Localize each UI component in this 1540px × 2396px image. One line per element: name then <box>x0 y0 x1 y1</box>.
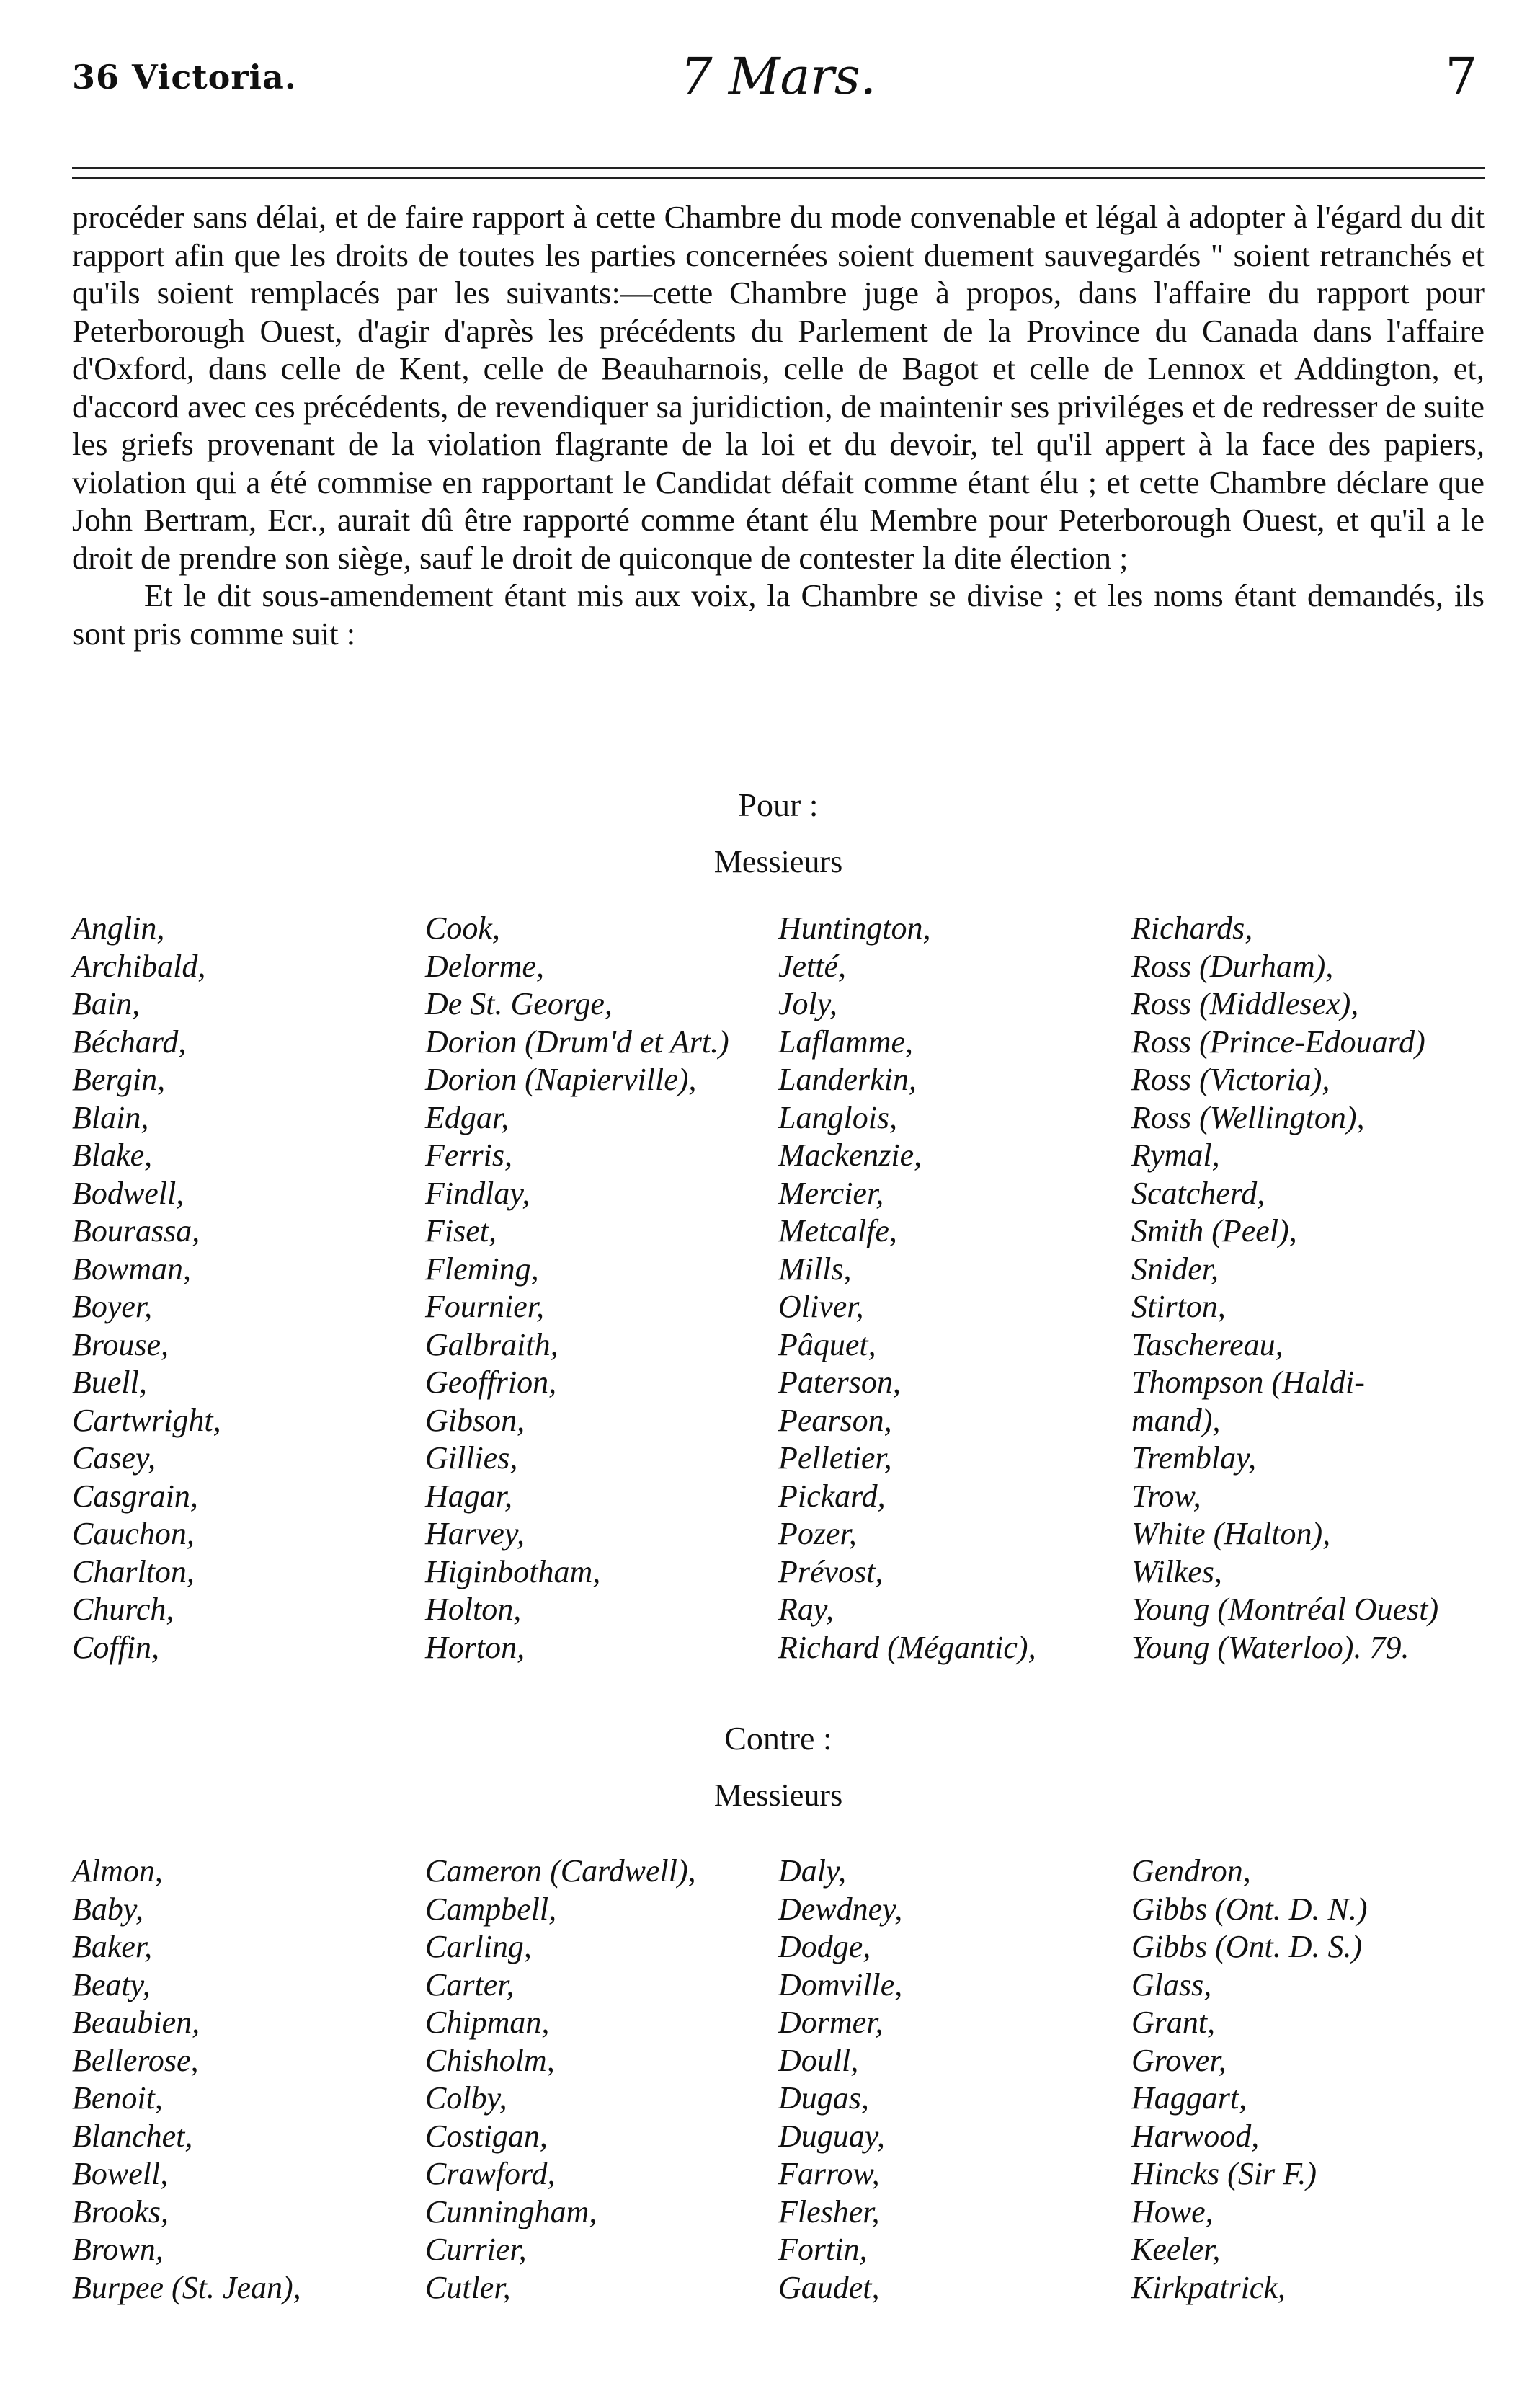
member-name: Buell, <box>72 1365 147 1400</box>
member-name: Burpee (St. Jean), <box>72 2269 301 2305</box>
member-name: White (Halton), <box>1131 1516 1331 1551</box>
member-name: Carling, <box>425 1929 532 1964</box>
pour-heading: Pour : <box>738 786 819 823</box>
member-name: Pearson, <box>778 1402 892 1438</box>
paragraph-motion: procéder sans délai, et de faire rapport à cette Chambre du mode convenable et légal à adopter à l'égard du dit rapport afin que les droits de toutes les parties concernées soient duement sauvegardés " soient retranchés et qu'ils soient remplacés par les suivants:—cette Chambre juge à propos, dans l'affaire du rapport pour Peterborough Ouest, d'agir d'après les précédents du Parlement de la Province du Canada dans l'affaire d'Oxford, dans celle de Kent, celle de Beauharnois, celle de Bagot et celle de Lennox et Addington, et, d'accord avec ces précédents, de revendiquer sa juridiction, de maintenir ses priviléges et de redresser de suite les griefs provenant de la violation flagrante de la loi et du devoir, tel qu'il appert à la face des papiers, violation qui a été commise en rapportant le Candidat défait comme étant élu ; et cette Chambre déclare que John Bertram, Ecr., aurait dû être rapporté comme étant élu Membre pour Peterborough Ouest, et qu'il a le droit de prendre son siège, sauf le droit de quiconque de contester la dite élection ; <box>72 199 1485 576</box>
member-name: Gibbs (Ont. D. S.) <box>1131 1929 1363 1964</box>
paragraph-division: Et le dit sous-amendement étant mis aux voix, la Chambre se divise ; et les noms étant demandés, ils sont pris comme suit : <box>72 577 1485 652</box>
member-name: Snider, <box>1131 1251 1219 1287</box>
main-text <box>72 198 1485 652</box>
member-name: Doull, <box>778 2042 859 2078</box>
member-name: Harvey, <box>425 1516 525 1551</box>
member-name: Baker, <box>72 1929 153 1964</box>
header-session: 36 Victoria. <box>72 58 297 97</box>
member-name: mand), <box>1131 1402 1221 1438</box>
member-name: Gendron, <box>1131 1853 1251 1889</box>
member-name: Béchard, <box>72 1024 187 1060</box>
member-name: Bowman, <box>72 1251 191 1287</box>
member-name: Rymal, <box>1131 1137 1220 1173</box>
page-header <box>72 36 1485 115</box>
member-name: Holton, <box>425 1592 522 1627</box>
member-name: Cartwright, <box>72 1402 221 1438</box>
member-name: Fleming, <box>425 1251 539 1287</box>
member-name: Higinbotham, <box>425 1553 601 1589</box>
member-name: Campbell, <box>425 1891 557 1927</box>
member-name: Galbraith, <box>425 1326 558 1362</box>
member-name: Benoit, <box>72 2080 163 2116</box>
member-name: Coffin, <box>72 1629 160 1665</box>
member-name: Cameron (Cardwell), <box>425 1853 696 1889</box>
member-name: Cutler, <box>425 2269 511 2305</box>
member-name: Blanchet, <box>72 2118 193 2154</box>
member-name: Hagar, <box>425 1478 513 1514</box>
member-name: Horton, <box>425 1629 525 1665</box>
member-name: Casey, <box>72 1440 156 1476</box>
member-name: Blain, <box>72 1099 149 1135</box>
member-name: Ross (Durham), <box>1131 948 1334 984</box>
member-name: Langlois, <box>778 1099 898 1135</box>
contre-heading: Contre : <box>724 1720 832 1757</box>
member-name: Boyer, <box>72 1289 153 1324</box>
member-name: Carter, <box>425 1966 515 2002</box>
member-name: Prévost, <box>778 1553 884 1589</box>
member-name: Fiset, <box>425 1213 497 1248</box>
contre-subheading: Messieurs <box>713 1778 843 1813</box>
member-name: Pâquet, <box>778 1326 876 1362</box>
member-name: Dodge, <box>778 1929 871 1964</box>
member-name: Findlay, <box>425 1175 530 1211</box>
pour-column <box>72 910 425 1667</box>
member-name: Domville, <box>778 1966 903 2002</box>
header-rule-bottom <box>72 177 1485 179</box>
member-name: Stirton, <box>1131 1289 1226 1324</box>
member-name: Grover, <box>1131 2042 1227 2078</box>
member-name: Gibson, <box>425 1402 525 1438</box>
member-name: Brooks, <box>72 2193 169 2229</box>
member-name: Cunningham, <box>425 2193 597 2229</box>
member-name: Crawford, <box>425 2156 556 2191</box>
member-name: Dugas, <box>778 2080 869 2116</box>
member-name: Tremblay, <box>1131 1440 1257 1476</box>
member-name: Church, <box>72 1592 174 1627</box>
member-name: Bourassa, <box>72 1213 200 1248</box>
member-name: Bergin, <box>72 1062 166 1097</box>
member-name: Dormer, <box>778 2005 884 2040</box>
contre-column <box>778 1853 1131 2307</box>
member-name: Smith (Peel), <box>1131 1213 1297 1248</box>
member-name: Hincks (Sir F.) <box>1131 2156 1317 2191</box>
member-name: Gillies, <box>425 1440 518 1476</box>
member-name: Richard (Mégantic), <box>778 1629 1036 1665</box>
member-name: Delorme, <box>425 948 544 984</box>
member-name: Daly, <box>778 1853 847 1889</box>
member-name: Metcalfe, <box>778 1213 897 1248</box>
member-name: Mercier, <box>778 1175 884 1211</box>
member-name: Blake, <box>72 1137 153 1173</box>
member-name: Farrow, <box>778 2156 880 2191</box>
member-name: Fournier, <box>425 1289 544 1324</box>
member-name: Thompson (Haldi- <box>1131 1365 1365 1400</box>
member-name: Fortin, <box>778 2232 868 2267</box>
contre-names-list <box>72 1853 1485 2307</box>
member-name: Oliver, <box>778 1289 864 1324</box>
member-name: Chipman, <box>425 2005 550 2040</box>
member-name: Mills, <box>778 1251 852 1287</box>
pour-column <box>778 910 1131 1667</box>
member-name: Cauchon, <box>72 1516 195 1551</box>
member-name: Ross (Middlesex), <box>1131 986 1359 1021</box>
member-name: Ross (Prince-Edouard) <box>1131 1024 1425 1060</box>
member-name: Richards, <box>1131 910 1253 946</box>
member-name: Bellerose, <box>72 2042 199 2078</box>
member-name: Landerkin, <box>778 1062 917 1097</box>
member-name: Gibbs (Ont. D. N.) <box>1131 1891 1368 1927</box>
member-name: Gaudet, <box>778 2269 880 2305</box>
member-name: De St. George, <box>425 986 613 1021</box>
member-name: Baby, <box>72 1891 143 1927</box>
pour-column <box>425 910 778 1667</box>
member-name: Young (Waterloo). 79. <box>1131 1629 1410 1665</box>
member-name: Ray, <box>778 1592 834 1627</box>
member-name: Charlton, <box>72 1553 195 1589</box>
contre-column <box>72 1853 425 2307</box>
member-name: Bain, <box>72 986 141 1021</box>
member-name: Keeler, <box>1131 2232 1221 2267</box>
header-date: 7 Mars. <box>680 47 876 106</box>
member-name: Taschereau, <box>1131 1326 1283 1362</box>
member-name: Jetté, <box>778 948 847 984</box>
member-name: Flesher, <box>778 2193 880 2229</box>
member-name: Bodwell, <box>72 1175 184 1211</box>
member-name: Casgrain, <box>72 1478 198 1514</box>
member-name: Beaty, <box>72 1966 151 2002</box>
member-name: Trow, <box>1131 1478 1201 1514</box>
member-name: Howe, <box>1131 2193 1214 2229</box>
member-name: Bowell, <box>72 2156 169 2191</box>
member-name: Wilkes, <box>1131 1553 1222 1589</box>
member-name: Duguay, <box>778 2118 885 2154</box>
member-name: Ferris, <box>425 1137 512 1173</box>
member-name: Archibald, <box>72 948 206 984</box>
member-name: Pelletier, <box>778 1440 892 1476</box>
member-name: Brouse, <box>72 1326 169 1362</box>
member-name: Dorion (Napierville), <box>425 1062 697 1097</box>
member-name: Ross (Wellington), <box>1131 1099 1365 1135</box>
member-name: Dewdney, <box>778 1891 903 1927</box>
header-rule-top <box>72 167 1485 169</box>
member-name: Harwood, <box>1131 2118 1260 2154</box>
member-name: Brown, <box>72 2232 164 2267</box>
member-name: Young (Montréal Ouest) <box>1131 1592 1439 1627</box>
member-name: Kirkpatrick, <box>1131 2269 1286 2305</box>
member-name: Dorion (Drum'd et Art.) <box>425 1024 729 1060</box>
member-name: Pickard, <box>778 1478 886 1514</box>
member-name: Almon, <box>72 1853 163 1889</box>
member-name: Joly, <box>778 986 837 1021</box>
page-number: 7 <box>1445 47 1477 106</box>
member-name: Haggart, <box>1131 2080 1247 2116</box>
pour-subheading: Messieurs <box>713 844 843 879</box>
member-name: Pozer, <box>778 1516 857 1551</box>
member-name: Beaubien, <box>72 2005 200 2040</box>
member-name: Geoffrion, <box>425 1365 557 1400</box>
member-name: Chisholm, <box>425 2042 555 2078</box>
contre-column <box>1131 1853 1485 2307</box>
member-name: Laflamme, <box>778 1024 913 1060</box>
member-name: Ross (Victoria), <box>1131 1062 1330 1097</box>
member-name: Grant, <box>1131 2005 1216 2040</box>
pour-column <box>1131 910 1485 1667</box>
member-name: Scatcherd, <box>1131 1175 1265 1211</box>
contre-column <box>425 1853 778 2307</box>
member-name: Currier, <box>425 2232 527 2267</box>
member-name: Costigan, <box>425 2118 548 2154</box>
pour-names-list <box>72 910 1485 1667</box>
member-name: Cook, <box>425 910 500 946</box>
member-name: Glass, <box>1131 1966 1212 2002</box>
member-name: Edgar, <box>425 1099 509 1135</box>
member-name: Huntington, <box>778 910 931 946</box>
member-name: Anglin, <box>72 910 165 946</box>
member-name: Mackenzie, <box>778 1137 922 1173</box>
member-name: Colby, <box>425 2080 507 2116</box>
member-name: Paterson, <box>778 1365 901 1400</box>
